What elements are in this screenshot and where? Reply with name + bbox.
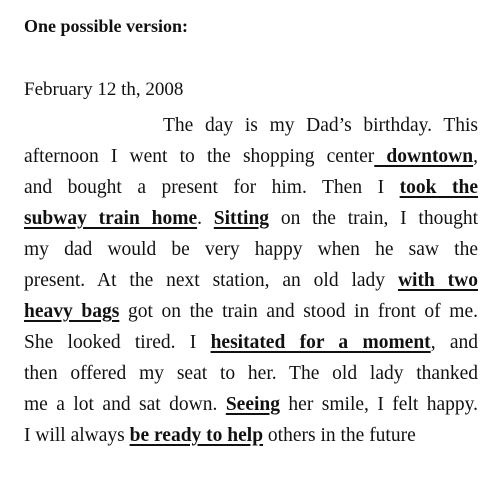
text-segment: others in the future: [263, 425, 416, 446]
highlighted-phrase: with two: [397, 270, 478, 291]
text-segment: my dad would be very happy when he saw the: [24, 239, 478, 260]
essay-line: [24, 393, 478, 417]
highlighted-phrase: hesitated for a moment: [210, 332, 431, 353]
text-segment: me a lot and sat down.: [24, 394, 226, 415]
essay-date: February 12 th, 2008: [24, 79, 184, 100]
highlighted-phrase: Seeing: [225, 394, 280, 415]
essay-line: [24, 424, 478, 448]
text-segment: got on the train and stood in front of me.: [119, 301, 478, 322]
text-segment: on the train, I thought: [269, 208, 479, 229]
text-segment: present. At the next station, an old lady: [24, 270, 398, 291]
highlighted-phrase: subway train home: [24, 208, 198, 229]
essay-line: [24, 362, 478, 386]
essay-line: [24, 269, 478, 293]
text-segment: then offered my seat to her. The old lady thanked: [24, 363, 478, 384]
text-segment: .: [197, 208, 214, 229]
text-segment: The day is my Dad’s birthday. This: [163, 115, 478, 136]
text-segment: She looked tired. I: [24, 332, 211, 353]
text-segment: and bought a present for him. Then I: [24, 177, 400, 198]
highlighted-phrase: took the: [399, 177, 478, 198]
highlighted-phrase: heavy bags: [24, 301, 120, 322]
essay-line: [24, 207, 478, 231]
text-segment: afternoon I went to the shopping center: [24, 146, 375, 167]
essay-line: [24, 300, 478, 324]
text-segment: ,: [473, 146, 478, 167]
text-segment: I will always: [24, 425, 130, 446]
highlighted-phrase: downtown: [374, 146, 474, 167]
essay-line: [24, 331, 478, 355]
essay-line: [24, 238, 478, 262]
essay-line: [24, 145, 478, 169]
essay-line: [24, 176, 478, 200]
highlighted-phrase: Sitting: [213, 208, 270, 229]
text-segment: her smile, I felt happy.: [279, 394, 479, 415]
highlighted-phrase: be ready to help: [129, 425, 264, 446]
essay-line: [163, 114, 478, 138]
essay-heading: One possible version:: [24, 16, 189, 36]
text-segment: , and: [430, 332, 478, 353]
